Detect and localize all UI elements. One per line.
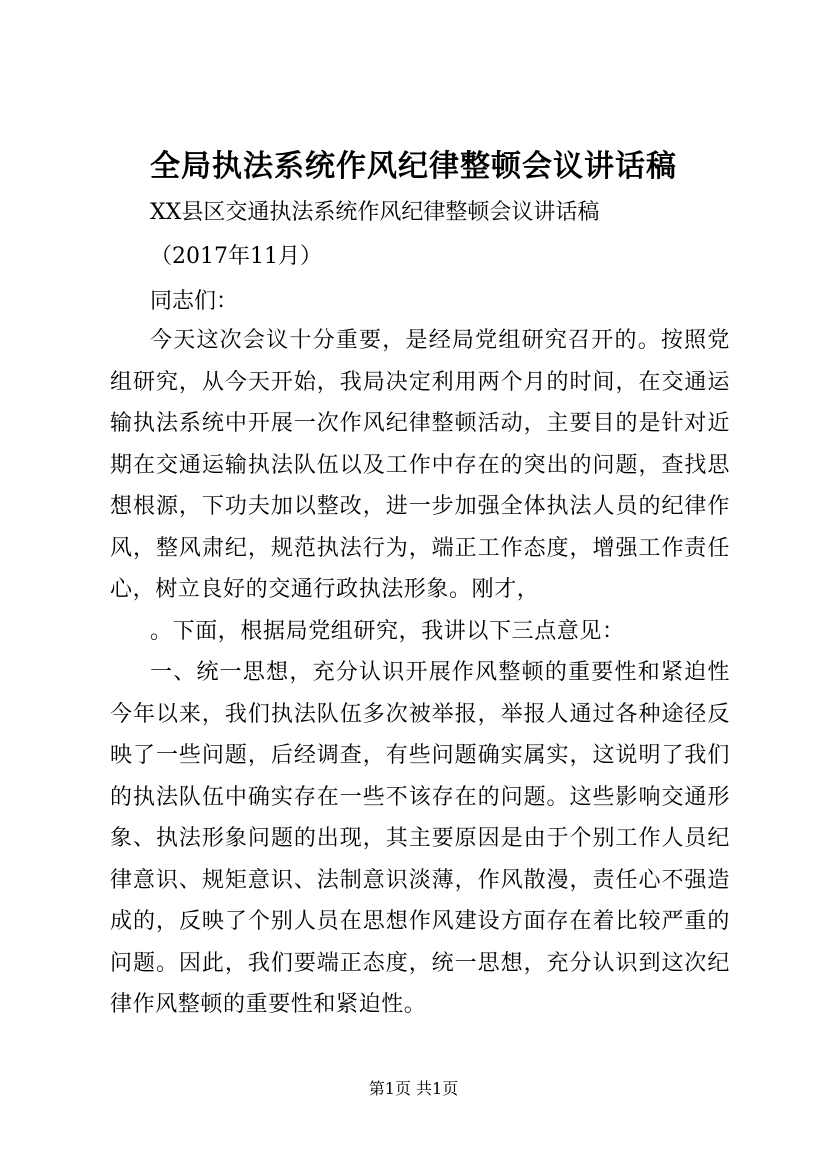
paragraph-opening: 今天这次会议十分重要，是经局党组研究召开的。按照党组研究，从今天开始，我局决定利用两个月的时间，在交通运输执法系统中开展一次作风纪律整顿活动，主要目的是针对近期在交通运输执法队伍以及工作中存在的突出的问题，查找思想根源，下功夫加以整改，进一步加强全体执法人员的纪律作风，整风肃纪，规范执法行为，端正工作态度，增强工作责任心，树立良好的交通行政执法形象。刚才，	[110, 328, 730, 602]
paragraph-outline: 。下面，根据局党组研究，我讲以下三点意见：	[150, 618, 625, 644]
document-date: （2017年11月）	[150, 244, 322, 269]
document-title: 全局执法系统作风纪律整顿会议讲话稿	[150, 149, 677, 184]
document-body	[110, 320, 730, 1026]
page-footer: 第1页 共1页	[368, 1079, 459, 1098]
document-subtitle: XX县区交通执法系统作风纪律整顿会议讲话稿	[150, 200, 600, 225]
paragraph-section-one: 一、统一思想，充分认识开展作风整顿的重要性和紧迫性今年以来，我们执法队伍多次被举报，举报人通过各种途径反映了一些问题，后经调查，有些问题确实属实，这说明了我们的执法队伍中确实存在一些不该存在的问题。这些影响交通形象、执法形象问题的出现，其主要原因是由于个别工作人员纪律意识、规矩意识、法制意识淡薄，作风散漫，责任心不强造成的，反映了个别人员在思想作风建设方面存在着比较严重的问题。因此，我们要端正态度，统一思想，充分认识到这次纪律作风整顿的重要性和紧迫性。	[110, 660, 730, 1017]
salutation: 同志们：	[150, 289, 239, 314]
